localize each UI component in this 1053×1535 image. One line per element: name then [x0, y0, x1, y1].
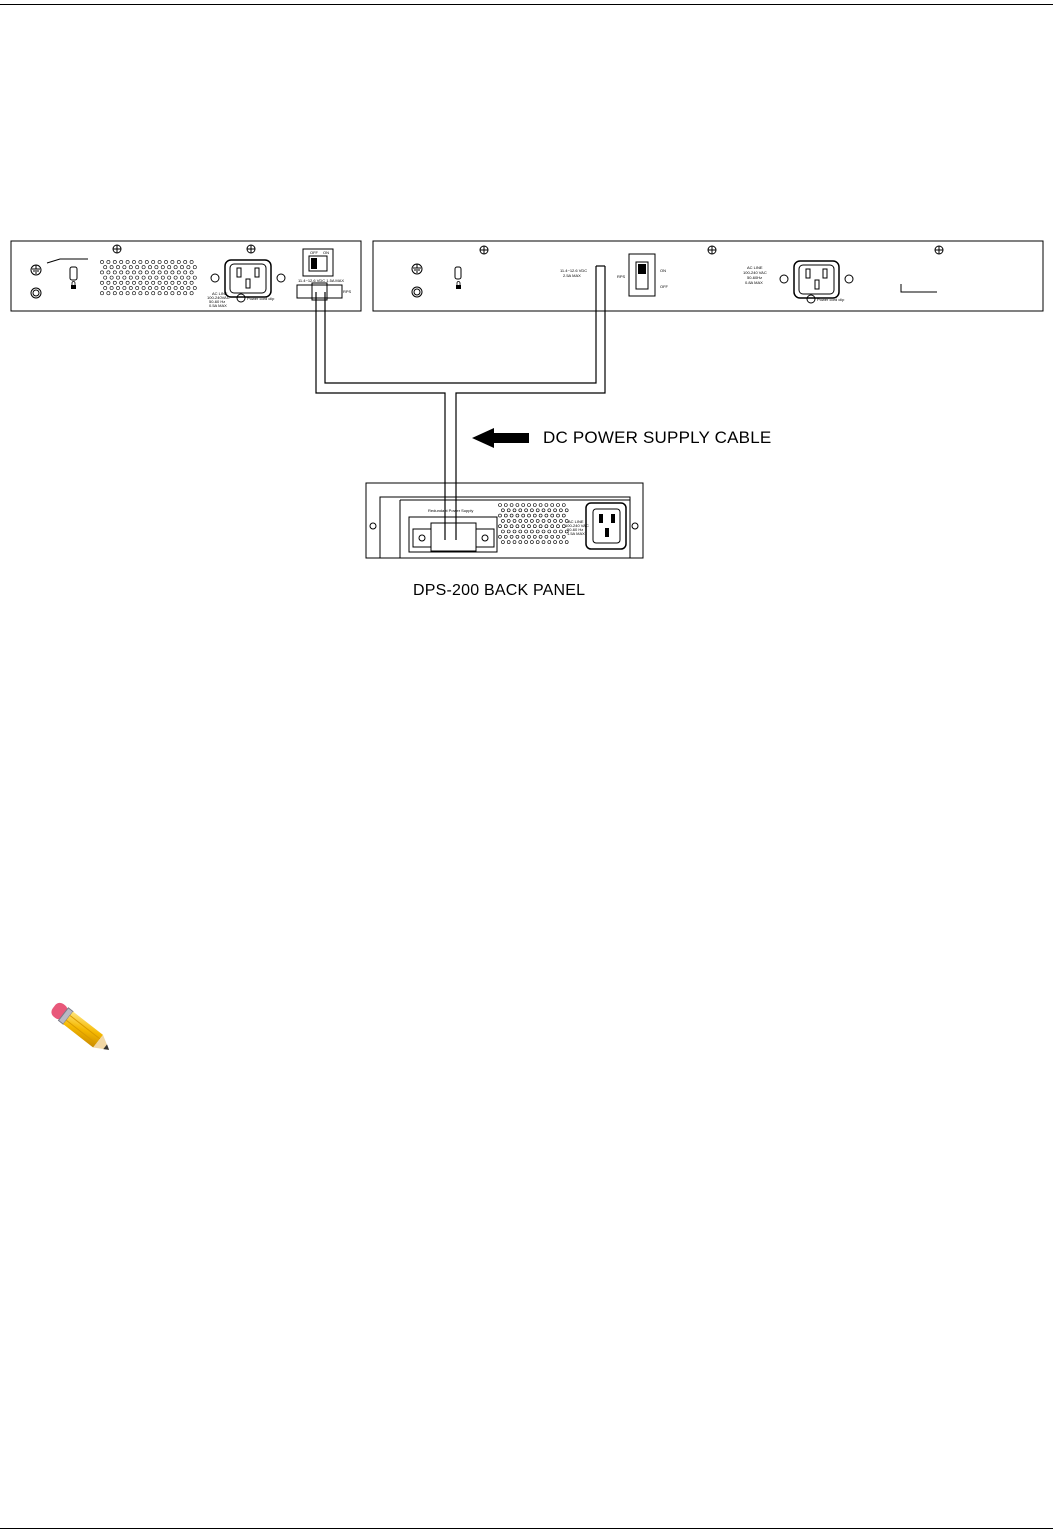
switch-off-label: OFF — [310, 250, 318, 255]
vent-hole — [100, 271, 103, 274]
vent-hole — [123, 266, 126, 269]
vent-hole — [145, 281, 148, 284]
vent-hole — [132, 281, 135, 284]
vent-hole — [190, 271, 193, 274]
vent-hole — [171, 271, 174, 274]
vent-hole — [499, 535, 502, 538]
vent-hole — [164, 281, 167, 284]
vent-hole — [513, 519, 516, 522]
cable-caption: DC POWER SUPPLY CABLE — [543, 428, 772, 447]
vent-hole — [120, 281, 123, 284]
vent-hole — [107, 281, 110, 284]
vent-hole — [499, 525, 502, 528]
switch-on-label: ON — [660, 268, 666, 273]
vent-hole — [187, 276, 190, 279]
vent-hole — [168, 286, 171, 289]
vent-hole — [513, 530, 516, 533]
vent-hole — [158, 292, 161, 295]
vent-hole — [184, 292, 187, 295]
switch-on-label: ON — [323, 250, 329, 255]
vent-hole — [104, 266, 107, 269]
ac-inlet — [586, 503, 626, 549]
vent-hole — [171, 281, 174, 284]
power-cord-clip — [807, 295, 815, 303]
vent-hole — [177, 281, 180, 284]
vent-hole — [152, 292, 155, 295]
vent-hole — [545, 514, 548, 517]
vent-hole — [516, 525, 519, 528]
clip-label: Power cord clip — [817, 297, 845, 302]
vent-hole — [180, 266, 183, 269]
vent-hole — [193, 286, 196, 289]
vent-hole — [542, 541, 545, 544]
vent-hole — [158, 260, 161, 263]
vent-hole — [528, 514, 531, 517]
vent-hole — [565, 509, 568, 512]
vent-hole — [100, 292, 103, 295]
vent-hole — [164, 292, 167, 295]
dps-200-back-panel — [366, 483, 643, 558]
lock-icon — [456, 285, 461, 289]
vent-hole — [513, 541, 516, 544]
vent-hole — [129, 276, 132, 279]
vent-hole — [507, 541, 510, 544]
vent-hole — [116, 286, 119, 289]
vent-hole — [504, 535, 507, 538]
vent-hole — [132, 260, 135, 263]
ground-screw-icon — [31, 288, 41, 298]
vent-hole — [136, 266, 139, 269]
dc-rating-line: 11.4~12.6 VDC — [560, 268, 588, 273]
vent-hole — [536, 509, 539, 512]
vent-hole — [533, 504, 536, 507]
vent-hole — [510, 504, 513, 507]
vent-hole — [155, 286, 158, 289]
vent-hole — [142, 286, 145, 289]
vent-hole — [554, 530, 557, 533]
vent-hole — [139, 260, 142, 263]
vent-hole — [539, 535, 542, 538]
vent-hole — [177, 292, 180, 295]
vent-hole — [536, 541, 539, 544]
vent-hole — [504, 525, 507, 528]
vent-hole — [136, 286, 139, 289]
vent-hole — [148, 266, 151, 269]
vent-hole — [100, 260, 103, 263]
vent-hole — [152, 271, 155, 274]
vent-hole — [525, 519, 528, 522]
vent-hole — [145, 271, 148, 274]
rps-label: RPS — [617, 274, 626, 279]
vent-hole — [113, 271, 116, 274]
security-slot — [70, 267, 77, 280]
vent-hole — [522, 504, 525, 507]
vent-hole — [152, 260, 155, 263]
vent-hole — [499, 504, 502, 507]
vent-hole — [501, 541, 504, 544]
vent-hole — [139, 281, 142, 284]
vent-hole — [155, 266, 158, 269]
vent-hole — [522, 535, 525, 538]
vent-hole — [516, 514, 519, 517]
rps-connector — [297, 285, 342, 298]
vent-hole — [539, 514, 542, 517]
vent-hole — [116, 266, 119, 269]
vent-hole — [562, 514, 565, 517]
vent-hole — [139, 271, 142, 274]
vent-hole — [107, 271, 110, 274]
vent-hole — [507, 519, 510, 522]
dc-rating-line: 2.5A MAX — [563, 273, 581, 278]
vent-hole — [510, 514, 513, 517]
vent-hole — [126, 271, 129, 274]
vent-hole — [501, 519, 504, 522]
switch-off-label: OFF — [660, 284, 668, 289]
vent-hole — [507, 530, 510, 533]
vent-hole — [507, 509, 510, 512]
pencil-icon — [40, 992, 116, 1056]
vent-hole — [132, 292, 135, 295]
vent-hole — [129, 266, 132, 269]
vent-hole — [104, 286, 107, 289]
vent-hole — [499, 514, 502, 517]
vent-hole — [126, 292, 129, 295]
vent-hole — [113, 281, 116, 284]
ac-rating-line: 100-240 VAC — [565, 523, 589, 528]
vent-hole — [113, 292, 116, 295]
dps-connection-diagram — [0, 0, 1053, 640]
screw-icon — [708, 246, 716, 254]
vent-hole — [504, 514, 507, 517]
vent-hole — [510, 525, 513, 528]
vent-hole — [530, 509, 533, 512]
vent-hole — [184, 281, 187, 284]
vent-grid — [100, 260, 196, 294]
vent-hole — [139, 292, 142, 295]
vent-hole — [501, 530, 504, 533]
vent-hole — [190, 260, 193, 263]
screw-icon — [370, 523, 376, 529]
vent-hole — [184, 271, 187, 274]
vent-hole — [536, 530, 539, 533]
vent-hole — [142, 266, 145, 269]
vent-hole — [161, 276, 164, 279]
vent-hole — [554, 509, 557, 512]
vent-hole — [161, 266, 164, 269]
ac-rating-line: 50-60 Hz — [567, 527, 584, 532]
ground-icon — [412, 264, 422, 274]
ac-rating-line: 100-240 VAC — [743, 270, 767, 275]
vent-hole — [129, 286, 132, 289]
vent-hole — [557, 504, 560, 507]
rps-label: RPS — [343, 289, 352, 294]
vent-hole — [519, 541, 522, 544]
vent-hole — [516, 535, 519, 538]
vent-hole — [171, 292, 174, 295]
vent-hole — [522, 525, 525, 528]
vent-hole — [516, 504, 519, 507]
screw-icon — [480, 246, 488, 254]
ground-icon — [31, 265, 41, 275]
ac-rating-line: AC LINE — [568, 519, 584, 524]
vent-hole — [152, 281, 155, 284]
vent-hole — [545, 525, 548, 528]
vent-hole — [145, 260, 148, 263]
screw-icon — [632, 523, 638, 529]
vent-hole — [557, 514, 560, 517]
dc-rating: 11.4~12.6 VDC 1.5A MAX — [298, 278, 345, 283]
ac-rating-line: AC LINE — [747, 265, 763, 270]
vent-hole — [557, 535, 560, 538]
vent-hole — [110, 276, 113, 279]
vent-hole — [116, 276, 119, 279]
vent-hole — [190, 292, 193, 295]
vent-hole — [123, 276, 126, 279]
vent-hole — [545, 535, 548, 538]
vent-hole — [522, 514, 525, 517]
vent-hole — [104, 276, 107, 279]
vent-hole — [548, 530, 551, 533]
vent-hole — [107, 292, 110, 295]
ac-inlet — [780, 261, 853, 298]
ac-rating-line: 0.5A MAX — [209, 303, 227, 308]
vent-hole — [168, 266, 171, 269]
vent-hole — [510, 535, 513, 538]
vent-grid — [499, 504, 569, 544]
vent-hole — [110, 286, 113, 289]
vent-hole — [187, 286, 190, 289]
vent-hole — [164, 260, 167, 263]
vent-hole — [548, 509, 551, 512]
vent-hole — [504, 504, 507, 507]
lock-icon — [71, 285, 76, 289]
vent-hole — [533, 535, 536, 538]
vent-hole — [559, 509, 562, 512]
vent-hole — [551, 525, 554, 528]
vent-hole — [519, 519, 522, 522]
vent-hole — [539, 504, 542, 507]
vent-hole — [551, 535, 554, 538]
rps-connector-label: Redundant Power Supply — [428, 508, 474, 513]
vent-hole — [536, 519, 539, 522]
bottom-rule — [0, 1528, 1053, 1529]
vent-hole — [528, 504, 531, 507]
vent-hole — [158, 271, 161, 274]
screw-icon — [935, 246, 943, 254]
vent-hole — [542, 530, 545, 533]
vent-hole — [123, 286, 126, 289]
vent-hole — [530, 519, 533, 522]
vent-hole — [120, 271, 123, 274]
vent-hole — [193, 276, 196, 279]
vent-hole — [171, 260, 174, 263]
left-switch-back-panel — [11, 241, 361, 311]
vent-hole — [519, 530, 522, 533]
vent-hole — [164, 271, 167, 274]
vent-hole — [513, 509, 516, 512]
vent-hole — [548, 519, 551, 522]
vent-hole — [554, 541, 557, 544]
vent-hole — [168, 276, 171, 279]
vent-hole — [528, 525, 531, 528]
vent-hole — [132, 271, 135, 274]
vent-hole — [120, 260, 123, 263]
vent-hole — [148, 286, 151, 289]
vent-hole — [161, 286, 164, 289]
ac-rating-line: AC LINE — [212, 291, 228, 296]
vent-hole — [557, 525, 560, 528]
vent-hole — [501, 509, 504, 512]
power-switch — [629, 254, 655, 296]
right-switch-back-panel — [373, 241, 1043, 311]
arrow-left-icon — [472, 428, 529, 448]
vent-hole — [559, 519, 562, 522]
screw-icon — [113, 245, 121, 253]
ac-rating-line: 0.8A MAX — [745, 280, 763, 285]
vent-hole — [530, 530, 533, 533]
vent-hole — [126, 281, 129, 284]
power-cord-clip — [237, 294, 245, 302]
vent-hole — [548, 541, 551, 544]
vent-hole — [565, 541, 568, 544]
vent-hole — [528, 535, 531, 538]
vent-hole — [158, 281, 161, 284]
dc-power-cable — [316, 266, 605, 540]
dps-panel-caption: DPS-200 BACK PANEL — [413, 582, 586, 599]
vent-hole — [562, 535, 565, 538]
security-slot — [455, 267, 461, 279]
vent-hole — [551, 514, 554, 517]
ground-screw-icon — [412, 287, 422, 297]
vent-hole — [525, 541, 528, 544]
vent-hole — [554, 519, 557, 522]
vent-hole — [545, 504, 548, 507]
vent-hole — [120, 292, 123, 295]
screw-icon — [247, 245, 255, 253]
vent-hole — [530, 541, 533, 544]
vent-hole — [190, 281, 193, 284]
vent-hole — [155, 276, 158, 279]
ac-rating-line: 100-240VAC — [207, 295, 230, 300]
vent-hole — [180, 276, 183, 279]
ac-rating-line: 50-60 Hz — [209, 299, 226, 304]
vent-hole — [126, 260, 129, 263]
vent-hole — [180, 286, 183, 289]
vent-hole — [559, 530, 562, 533]
clip-label: Power cord clip — [247, 296, 275, 301]
vent-hole — [542, 519, 545, 522]
vent-hole — [519, 509, 522, 512]
vent-hole — [533, 525, 536, 528]
vent-hole — [177, 271, 180, 274]
vent-hole — [174, 266, 177, 269]
vent-hole — [193, 266, 196, 269]
vent-hole — [113, 260, 116, 263]
vent-hole — [525, 509, 528, 512]
vent-hole — [559, 541, 562, 544]
vent-hole — [539, 525, 542, 528]
ac-rating-line: 1.5A MAX — [567, 531, 585, 536]
ac-rating-line: 50-60Hz — [747, 275, 763, 280]
vent-hole — [533, 514, 536, 517]
vent-hole — [142, 276, 145, 279]
vent-hole — [174, 286, 177, 289]
vent-hole — [136, 276, 139, 279]
vent-hole — [562, 504, 565, 507]
vent-hole — [187, 266, 190, 269]
vent-hole — [525, 530, 528, 533]
vent-hole — [107, 260, 110, 263]
vent-hole — [110, 266, 113, 269]
vent-hole — [100, 281, 103, 284]
vent-hole — [145, 292, 148, 295]
vent-hole — [174, 276, 177, 279]
vent-hole — [177, 260, 180, 263]
vent-hole — [184, 260, 187, 263]
vent-hole — [551, 504, 554, 507]
vent-hole — [148, 276, 151, 279]
vent-hole — [542, 509, 545, 512]
